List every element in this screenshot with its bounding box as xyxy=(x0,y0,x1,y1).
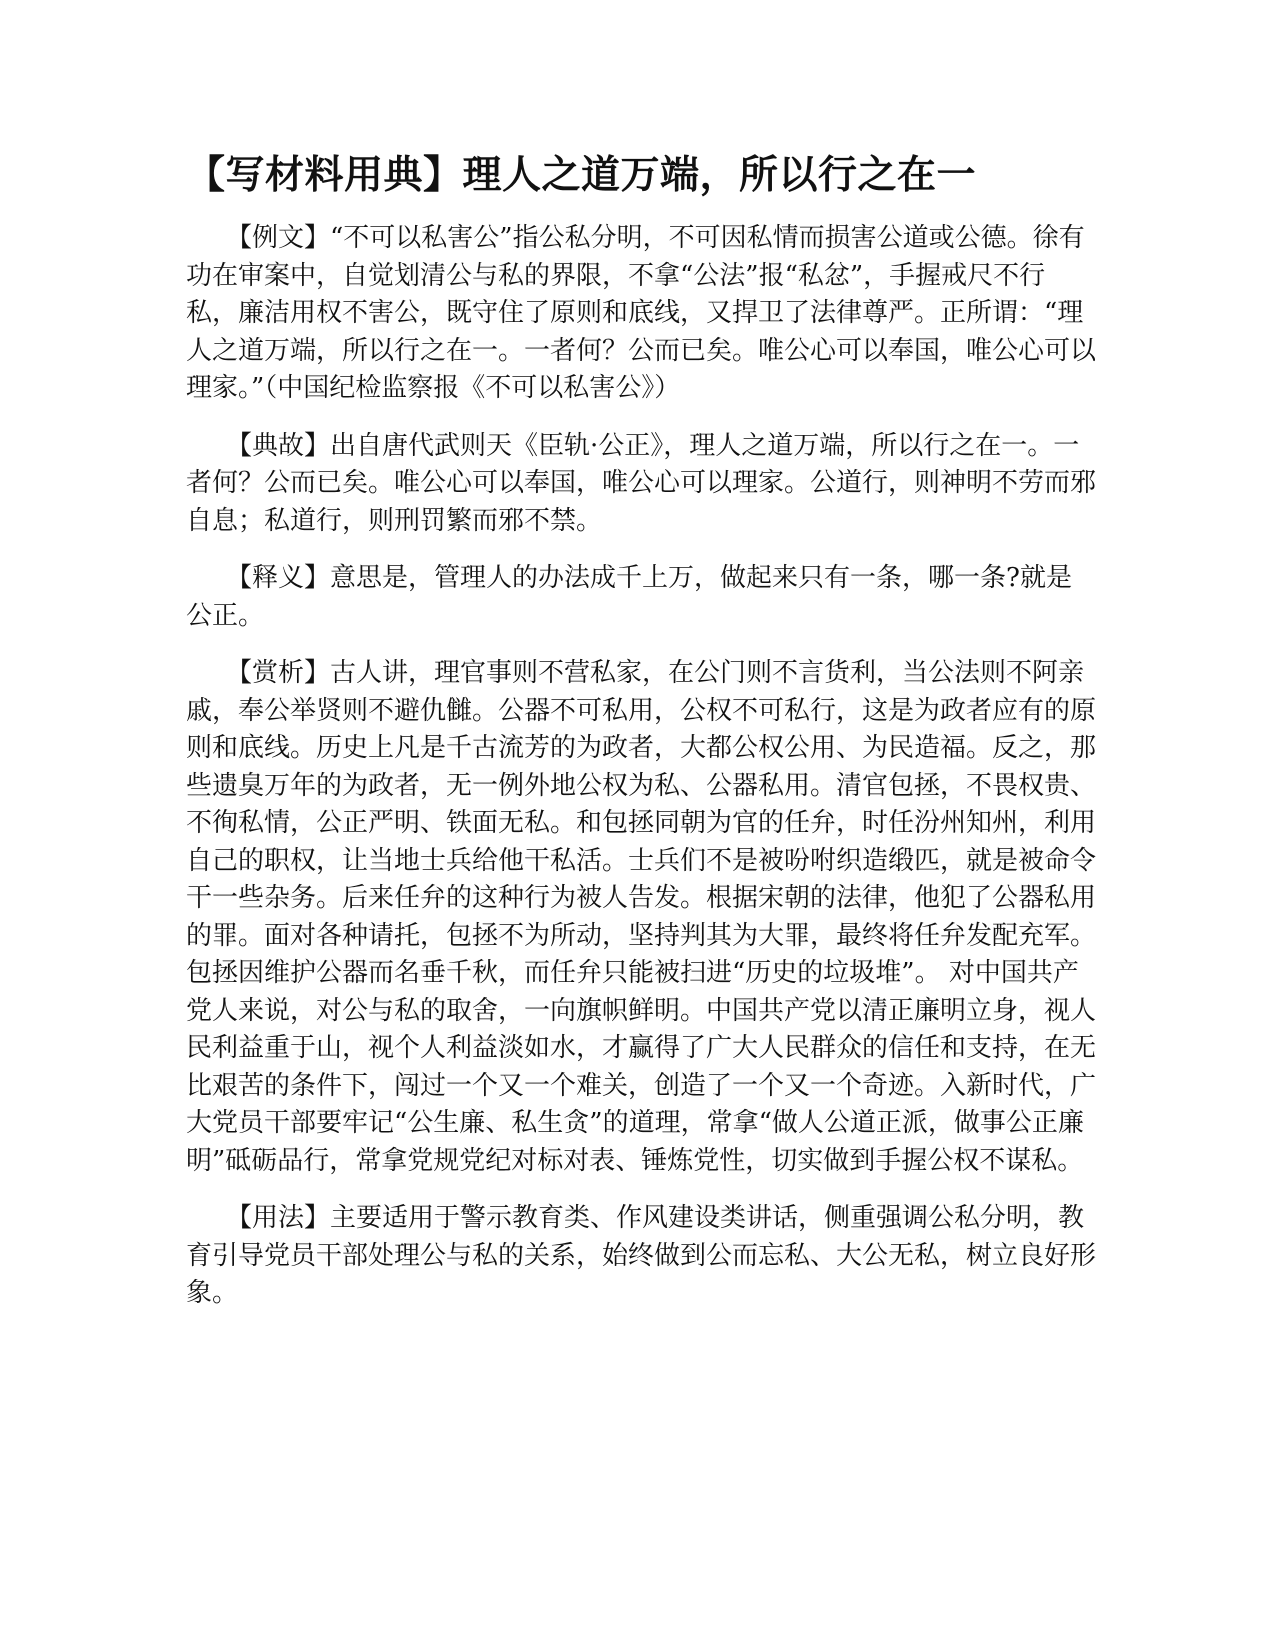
section-appreciation xyxy=(186,655,1096,1180)
document-title: 【写材料用典】理人之道万端，所以行之在一 xyxy=(186,153,977,198)
section-allusion xyxy=(186,428,1096,541)
section-text: 出自唐代武则天《臣轨·公正》，理人之道万端，所以行之在一。一者何？公而已矣。唯公心可以奉国，唯公心可以理家。公道行，则神明不劳而邪自息；私道行，则刑罚繁而邪不禁。 xyxy=(186,430,1097,536)
section-text: 古人讲，理官事则不营私家，在公门则不言货利，当公法则不阿亲戚，奉公举贤则不避仇雠。公器不可私用，公权不可私行，这是为政者应有的原则和底线。历史上凡是千古流芳的为政者，大都公权公用、为民造福。反之，那些遗臭万年的为政者，无一例外地公权为私、公器私用。清官包拯，不畏权贵、不徇私情，公正严明、铁面无私。和包拯同朝为官的任弁，时任汾州知州，利用自己的职权，让当地士兵给他干私活。士兵们不是被吩咐织造缎匹，就是被命令干一些杂务。后来任弁的这种行为被人告发。根据宋朝的法律，他犯了公器私用的罪。面对各种请托，包拯不为所动，坚持判其为大罪，最终将任弁发配充军。包拯因维护公器而名垂千秋，而任弁只能被扫进“历史的垃圾堆”。 对中国共产党人来说，对公与私的取舍，一向旗帜鲜明。中国共产党以清正廉明立身，视人民利益重于山，视个人利益淡如水，才赢得了广大人民群众的信任和支持，在无比艰苦的条件下，闯过一个又一个难关，创造了一个又一个奇迹。入新时代，广大党员干部要牢记“公生廉、私生贪”的道理，常拿“做人公道正派，做事公正廉明”砥砺品行，常拿党规党纪对标对表、锤炼党性，切实做到手握公权不谋私。 xyxy=(186,658,1097,1176)
section-tag: 【典故】 xyxy=(226,430,331,461)
document-page xyxy=(186,148,1096,1333)
section-meaning xyxy=(186,560,1096,635)
section-tag: 【用法】 xyxy=(226,1203,331,1233)
section-text: “不可以私害公”指公私分明，不可因私情而损害公道或公德。徐有功在审案中，自觉划清公与私的界限，不拿“公法”报“私忿”，手握戒尺不行私，廉洁用权不害公，既守住了原则和底线，又捍卫了法律尊严。正所谓：“理人之道万端，所以行之在一。一者何？公而已矣。唯公心可以奉国，唯公心可以理家。”（中国纪检监察报《不可以私害公》） xyxy=(186,223,1097,403)
section-example xyxy=(186,220,1096,408)
section-tag: 【例文】 xyxy=(226,223,331,253)
section-tag: 【释义】 xyxy=(226,563,331,593)
section-tag: 【赏析】 xyxy=(226,658,331,688)
section-text: 意思是，管理人的办法成千上万，做起来只有一条，哪一条?就是公正。 xyxy=(186,563,1072,631)
section-usage xyxy=(186,1200,1096,1313)
section-text: 主要适用于警示教育类、作风建设类讲话，侧重强调公私分明，教育引导党员干部处理公与私的关系，始终做到公而忘私、大公无私，树立良好形象。 xyxy=(186,1203,1097,1308)
